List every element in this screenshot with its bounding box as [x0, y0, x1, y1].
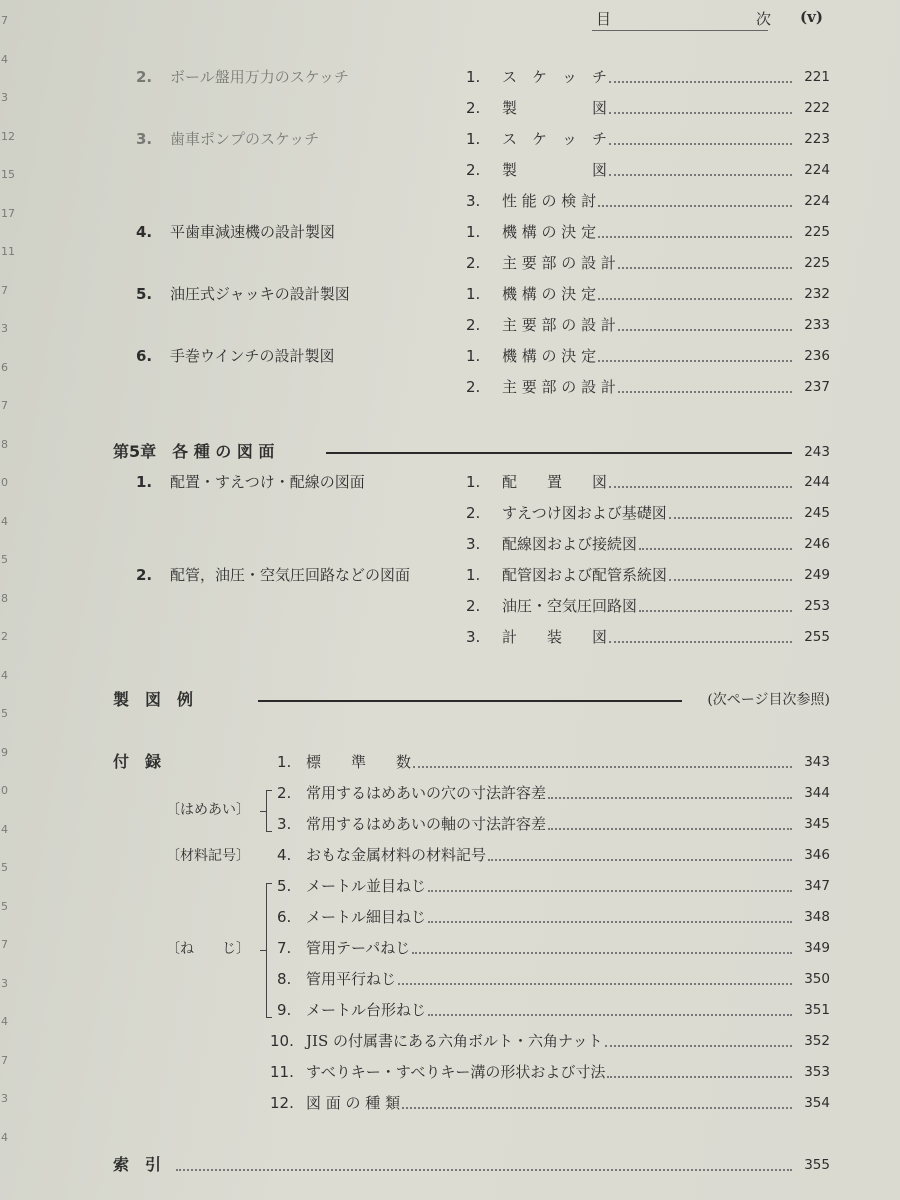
toc-item-row: [0, 250, 900, 276]
item-label: 配 置 図: [502, 473, 608, 491]
page-header: [596, 8, 823, 30]
dot-leader: [598, 235, 792, 238]
item-number: 9.: [277, 1001, 292, 1019]
item-number: 2.: [466, 161, 481, 179]
item-label: メートル並目ねじ: [306, 877, 427, 895]
index-page: 355: [804, 1157, 830, 1173]
header-rule: [592, 30, 768, 31]
section-title: 平歯車減速機の設計製図: [170, 223, 336, 241]
toc-item-row: [0, 1090, 900, 1116]
edge-mark: 8: [1, 437, 8, 451]
item-label: 計 装 図: [502, 628, 608, 646]
item-number: 2.: [466, 254, 481, 272]
item-page: 245: [804, 505, 830, 521]
item-page: 253: [804, 598, 830, 614]
item-label: 主 要 部 の 設 計: [502, 316, 616, 334]
toc-item-row: [0, 1059, 900, 1085]
toc-item-row: [0, 562, 900, 588]
edge-mark: 4: [1, 822, 8, 836]
item-number: 7.: [277, 939, 292, 957]
toc-item-row: [0, 811, 900, 837]
seizurei-rule: [258, 700, 682, 702]
dot-leader: [669, 578, 792, 581]
item-page: 224: [804, 162, 830, 178]
item-label: 主 要 部 の 設 計: [502, 378, 616, 396]
item-number: 1.: [277, 753, 292, 771]
edge-mark: 3: [1, 1092, 8, 1105]
toc-item-row: [0, 966, 900, 992]
dot-leader: [605, 1044, 792, 1047]
section-number: 4.: [136, 223, 153, 241]
item-page: 346: [804, 847, 830, 863]
item-number: 2.: [466, 316, 481, 334]
dot-leader: [609, 111, 792, 114]
edge-mark: 6: [1, 360, 8, 374]
edge-mark: 0: [1, 784, 8, 797]
seizurei-title: 製 図 例: [113, 690, 194, 709]
item-number: 12.: [270, 1094, 294, 1112]
toc-item-row: [0, 95, 900, 121]
item-page: 225: [804, 224, 830, 240]
edge-mark: 7: [1, 399, 8, 412]
edge-mark: 12: [1, 129, 15, 143]
item-page: 225: [804, 255, 830, 271]
dot-leader: [669, 516, 792, 519]
edge-mark: 11: [1, 245, 15, 258]
toc-item-row: [0, 469, 900, 495]
dot-leader: [548, 827, 792, 830]
toc-item-row: [0, 219, 900, 245]
section-title: 油圧式ジャッキの設計製図: [170, 285, 350, 303]
dot-leader: [609, 485, 792, 488]
item-page: 352: [804, 1033, 830, 1049]
item-number: 2.: [466, 504, 481, 522]
header-ji: 次: [756, 10, 772, 28]
edge-mark: 7: [1, 14, 8, 27]
item-number: 5.: [277, 877, 292, 895]
item-number: 3.: [466, 535, 481, 553]
dot-leader: [607, 1075, 792, 1078]
seizurei-reference: (次ページ目次参照): [707, 692, 830, 708]
item-number: 3.: [466, 628, 481, 646]
hameai-brace: [266, 790, 267, 831]
index-dot-leader: [176, 1168, 792, 1171]
index-row: [0, 1152, 900, 1178]
edge-mark: 4: [1, 668, 8, 682]
item-page: 221: [804, 69, 830, 85]
edge-mark: 5: [1, 861, 8, 874]
section-title: 配置・すえつけ・配線の図面: [170, 473, 365, 491]
toc-item-row: [0, 343, 900, 369]
section-title: ボール盤用万力のスケッチ: [170, 68, 349, 86]
item-number: 2.: [466, 378, 481, 396]
edge-mark: 3: [1, 322, 8, 335]
item-label: 主 要 部 の 設 計: [502, 254, 616, 272]
toc-item-row: [0, 1028, 900, 1054]
item-number: 2.: [466, 99, 481, 117]
hameai-brace-tick-bottom: [266, 831, 272, 832]
item-page: 255: [804, 629, 830, 645]
chapter-page: 243: [804, 444, 830, 460]
item-number: 1.: [466, 285, 481, 303]
item-label: 配線図および接続図: [502, 535, 638, 553]
dot-leader: [618, 390, 792, 393]
dot-leader: [598, 204, 792, 207]
item-label: メートル細目ねじ: [306, 908, 427, 926]
item-number: 1.: [466, 566, 481, 584]
dot-leader: [548, 796, 792, 799]
section-number: 2.: [136, 566, 153, 584]
header-page-number: (v): [800, 8, 823, 26]
dot-leader: [618, 328, 792, 331]
neji-brace: [266, 883, 267, 1017]
dot-leader: [428, 920, 792, 923]
edge-mark: 5: [1, 707, 8, 720]
toc-item-row: [0, 873, 900, 899]
item-number: 1.: [466, 223, 481, 241]
item-label: ス ケ ッ チ: [502, 68, 608, 86]
toc-item-row: [0, 749, 900, 775]
chapter-5-heading: [0, 438, 900, 466]
item-page: 349: [804, 940, 830, 956]
item-label: 管用平行ねじ: [306, 970, 397, 988]
item-page: 222: [804, 100, 830, 116]
item-page: 350: [804, 971, 830, 987]
item-label: 製 図: [502, 99, 608, 117]
chapter-title: 第5章 各 種 の 図 面: [113, 442, 275, 461]
item-number: 1.: [466, 473, 481, 491]
item-page: 343: [804, 754, 830, 770]
item-number: 8.: [277, 970, 292, 988]
item-page: 233: [804, 317, 830, 333]
edge-mark: 9: [1, 745, 8, 759]
edge-mark: 7: [1, 1053, 8, 1067]
item-number: 6.: [277, 908, 292, 926]
dot-leader: [609, 80, 792, 83]
dot-leader: [428, 1013, 792, 1016]
item-page: 236: [804, 348, 830, 364]
item-label: ス ケ ッ チ: [502, 130, 608, 148]
neji-brace-tick-bottom: [266, 1017, 272, 1018]
item-label: JIS の付属書にある六角ボルト・六角ナット: [306, 1032, 603, 1050]
group-label-neji: 〔ね じ〕: [166, 941, 250, 957]
toc-item-row: [0, 935, 900, 961]
section-title: 配管，油圧・空気圧回路などの図面: [170, 566, 411, 584]
section-number: 2.: [136, 68, 153, 86]
toc-item-row: [0, 126, 900, 152]
item-label: 製 図: [502, 161, 608, 179]
item-page: 353: [804, 1064, 830, 1080]
item-number: 1.: [466, 130, 481, 148]
item-page: 344: [804, 785, 830, 801]
item-number: 1.: [466, 347, 481, 365]
seizurei-heading: [0, 686, 900, 714]
item-number: 2.: [277, 784, 292, 802]
item-number: 11.: [270, 1063, 294, 1081]
dot-leader: [428, 889, 792, 892]
toc-item-row: [0, 374, 900, 400]
edge-mark: 4: [1, 1015, 8, 1028]
toc-item-row: [0, 64, 900, 90]
section-number: 1.: [136, 473, 153, 491]
hameai-brace-tick-mid: [260, 811, 266, 812]
edge-mark: 2: [1, 630, 8, 643]
item-label: すべりキー・すべりキー溝の形状および寸法: [306, 1063, 606, 1081]
toc-item-row: [0, 997, 900, 1023]
toc-item-row: [0, 593, 900, 619]
dot-leader: [598, 359, 792, 362]
item-label: おもな金属材料の材料記号: [306, 846, 487, 864]
edge-mark: 8: [1, 591, 8, 605]
dot-leader: [398, 982, 792, 985]
header-moku: 目: [596, 10, 612, 28]
appendix-title: 付 録: [113, 752, 162, 771]
item-page: 351: [804, 1002, 830, 1018]
dot-leader: [488, 858, 792, 861]
item-number: 4.: [277, 846, 292, 864]
item-label: 配管図および配管系統図: [502, 566, 668, 584]
edge-mark: 0: [1, 476, 8, 489]
item-label: 標 準 数: [306, 753, 412, 771]
group-label-hameai: 〔はめあい〕: [166, 802, 250, 818]
section-number: 5.: [136, 285, 153, 303]
item-page: 237: [804, 379, 830, 395]
item-label: 図 面 の 種 類: [306, 1094, 401, 1112]
item-page: 246: [804, 536, 830, 552]
item-page: 345: [804, 816, 830, 832]
edge-mark: 3: [1, 976, 8, 990]
dot-leader: [402, 1106, 792, 1109]
section-number: 6.: [136, 347, 153, 365]
chapter-rule: [326, 452, 792, 454]
item-page: 223: [804, 131, 830, 147]
item-page: 354: [804, 1095, 830, 1111]
item-label: 常用するはめあいの軸の寸法許容差: [306, 815, 547, 833]
item-number: 1.: [466, 68, 481, 86]
edge-mark: 5: [1, 553, 8, 566]
item-label: すえつけ図および基礎図: [502, 504, 667, 522]
toc-item-row: [0, 904, 900, 930]
section-title: 手巻ウインチの設計製図: [170, 347, 335, 365]
toc-item-row: [0, 624, 900, 650]
item-label: メートル台形ねじ: [306, 1001, 427, 1019]
section-title: 歯車ポンプのスケッチ: [170, 130, 320, 148]
item-page: 348: [804, 909, 830, 925]
item-number: 3.: [277, 815, 292, 833]
item-label: 機 構 の 決 定: [502, 223, 597, 241]
neji-brace-tick-top: [266, 883, 272, 884]
edge-mark: 4: [1, 52, 8, 66]
dot-leader: [609, 173, 792, 176]
item-page: 232: [804, 286, 830, 302]
edge-mark: 4: [1, 514, 8, 528]
dot-leader: [598, 297, 792, 300]
item-number: 3.: [466, 192, 481, 210]
item-number: 10.: [270, 1032, 294, 1050]
dot-leader: [639, 609, 792, 612]
edge-mark: 5: [1, 899, 8, 913]
item-label: 油圧・空気圧回路図: [502, 597, 638, 615]
edge-mark: 15: [1, 168, 15, 181]
item-page: 224: [804, 193, 830, 209]
toc-item-row: [0, 312, 900, 338]
toc-item-row: [0, 780, 900, 806]
dot-leader: [413, 765, 792, 768]
neji-brace-tick-mid: [260, 950, 266, 951]
toc-item-row: [0, 157, 900, 183]
edge-mark: 4: [1, 1130, 8, 1144]
item-page: 347: [804, 878, 830, 894]
edge-mark: 17: [1, 206, 15, 220]
item-label: 機 構 の 決 定: [502, 285, 597, 303]
toc-item-row: [0, 531, 900, 557]
edge-mark: 7: [1, 283, 8, 297]
item-label: 機 構 の 決 定: [502, 347, 597, 365]
item-label: 性 能 の 検 討: [502, 192, 597, 210]
edge-mark: 3: [1, 91, 8, 104]
dot-leader: [609, 640, 792, 643]
toc-item-row: [0, 842, 900, 868]
dot-leader: [412, 951, 792, 954]
section-number: 3.: [136, 130, 153, 148]
toc-item-row: [0, 188, 900, 214]
item-page: 244: [804, 474, 830, 490]
hameai-brace-tick-top: [266, 790, 272, 791]
item-number: 2.: [466, 597, 481, 615]
toc-item-row: [0, 500, 900, 526]
edge-mark: 7: [1, 938, 8, 951]
item-page: 249: [804, 567, 830, 583]
item-label: 常用するはめあいの穴の寸法許容差: [306, 784, 547, 802]
dot-leader: [639, 547, 792, 550]
dot-leader: [609, 142, 792, 145]
item-label: 管用テーパねじ: [306, 939, 411, 957]
index-title: 索 引: [113, 1155, 162, 1174]
group-label-zairyo: 〔材料記号〕: [166, 848, 250, 864]
toc-item-row: [0, 281, 900, 307]
dot-leader: [618, 266, 792, 269]
